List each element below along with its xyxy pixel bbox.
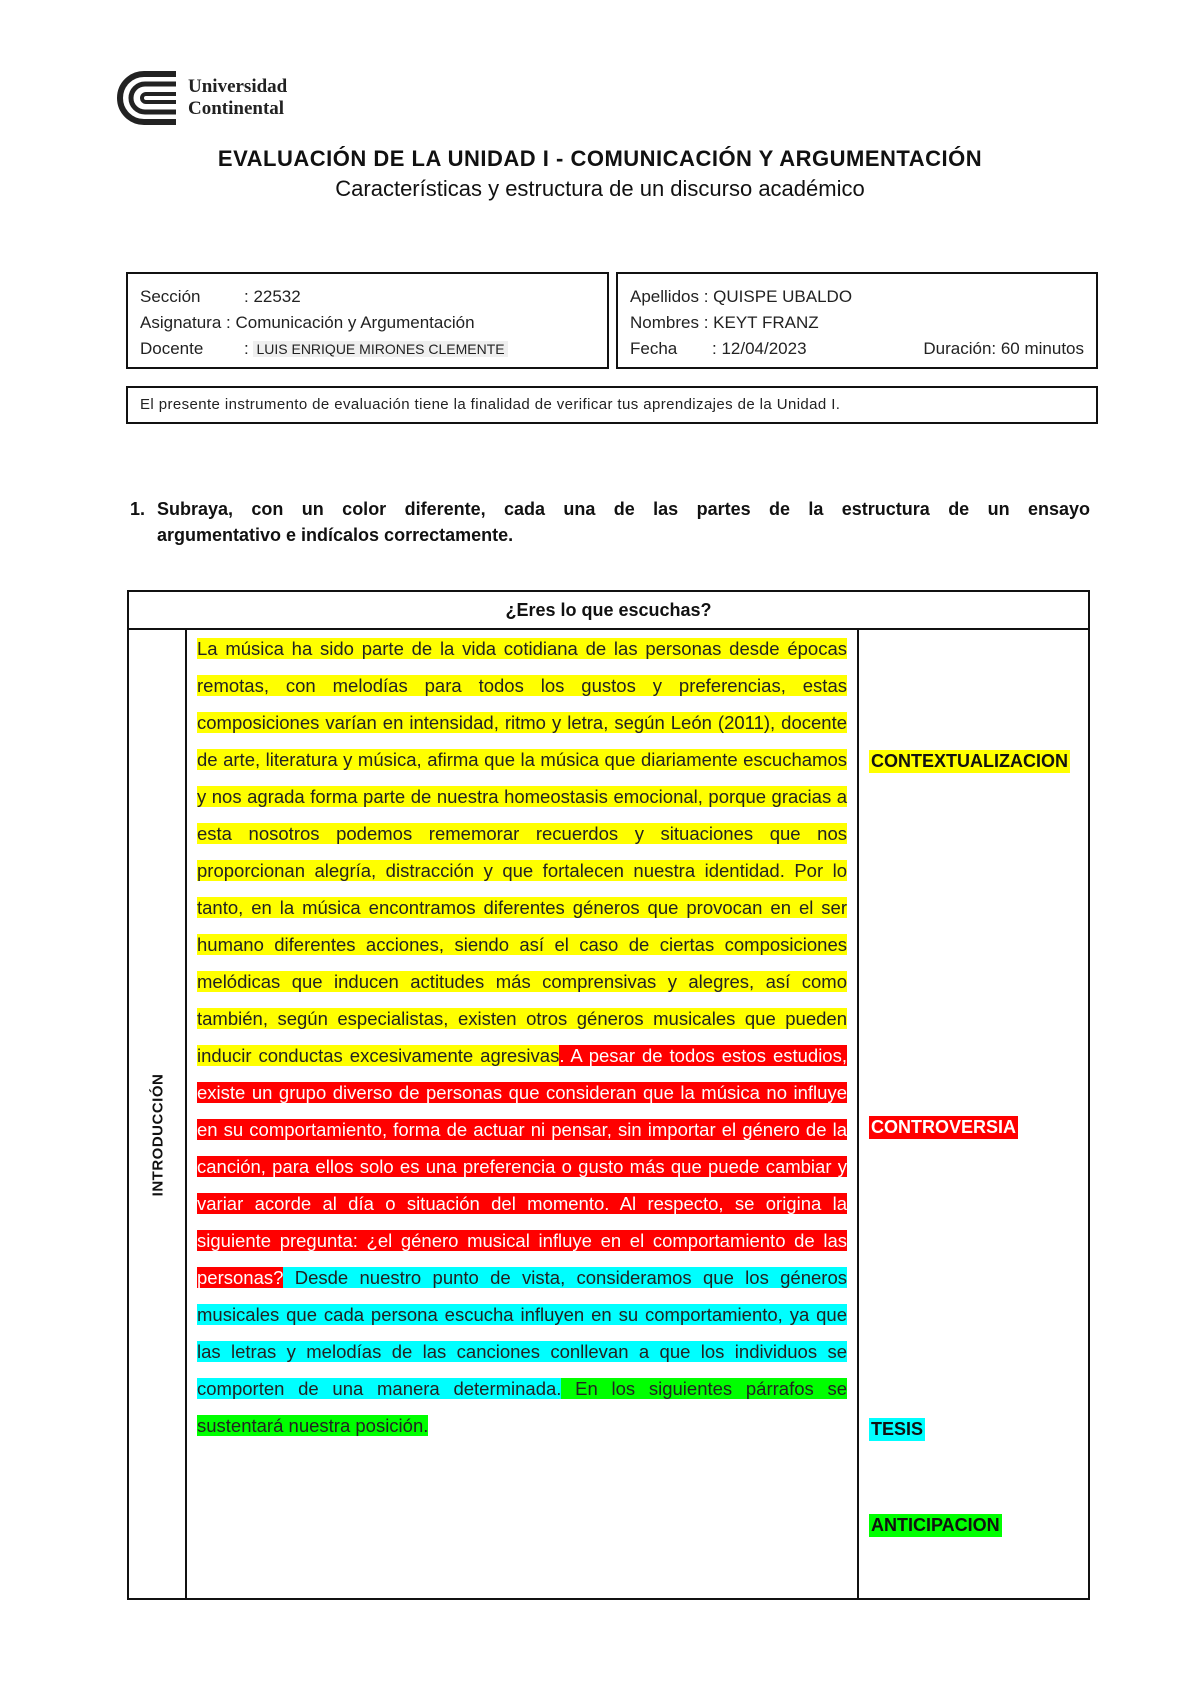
anticipacion-text: En los siguientes párrafos se sustentará nuestra posición. <box>197 1378 848 1436</box>
contextualizacion-text: La música ha sido parte de la vida cotidiana de las personas desde épocas remotas, con melodías para todos los gustos y preferencias, estas composiciones varían en intensidad, ritmo y letra, según León (2011), docente de arte, literatura y música, afirma que la música que diariamente escuchamos y nos agrada forma parte de nuestra homeostasis emocional, porque gracias a esta nosotros podemos rememorar recuerdos y situaciones que nos proporcionan alegría, distracción y que fortalecen nuestra identidad. Por lo tanto, en la música encontramos diferentes géneros que provocan en el ser humano diferentes acciones, siendo así el caso de ciertas composiciones melódicas que inducen actitudes más comprensivas y alegres, así como también, según especialistas, existen otros géneros musicales que pueden inducir conductas excesivamente agresivas <box>197 638 847 1066</box>
nombres-value: : KEYT FRANZ <box>703 313 819 332</box>
student-info-box <box>616 272 1098 369</box>
asignatura-row <box>140 310 595 336</box>
logo-line-2: Continental <box>188 98 285 119</box>
asignatura-label: Asignatura <box>140 313 222 332</box>
seccion-label: Sección <box>140 287 201 306</box>
seccion-row <box>140 284 595 310</box>
apellidos-label: Apellidos <box>630 287 699 306</box>
section-label-introduccion: INTRODUCCIÓN <box>149 1073 167 1197</box>
question-text-1: Subraya, con un color diferente, cada una de las partes de la estructura de un ensayo <box>157 499 1090 519</box>
nombres-row <box>630 310 1084 336</box>
asignatura-value: : Comunicación y Argumentación <box>226 313 475 332</box>
controversia-text: . A pesar de todos estos estudios, existe un grupo diverso de personas que consideran que la música no influye en su comportamiento, forma de actuar ni pensar, sin importar el género de la canción, para ellos solo es una preferencia o gusto más que puede cambiar y variar acorde al día o situación del momento. Al respecto, se origina la siguiente pregunta: ¿el género musical influye en el comportamiento de las personas? <box>197 1045 847 1288</box>
docente-value: LUIS ENRIQUE MIRONES CLEMENTE <box>253 341 507 357</box>
essay-table <box>127 590 1090 1600</box>
nombres-label: Nombres <box>630 313 699 332</box>
structure-labels-column <box>857 630 1088 1598</box>
docente-label: Docente <box>140 339 204 358</box>
question-line-1 <box>130 496 1090 522</box>
tesis-text: Desde nuestro punto de vista, consideramos que los géneros musicales que cada persona escucha influyen en su comportamiento, ya que las letras y melodías de las canciones conllevan a que los individuos se comporten de una manera determinada. <box>197 1267 847 1399</box>
label-contextualizacion: CONTEXTUALIZACION <box>871 751 1068 771</box>
docente-row <box>140 336 595 362</box>
apellidos-row <box>630 284 1084 310</box>
question-1 <box>130 496 1090 548</box>
label-anticipacion: ANTICIPACION <box>871 1515 1000 1535</box>
logo-text <box>188 76 287 120</box>
fecha-row <box>630 336 1084 362</box>
essay-paragraph <box>197 630 847 1444</box>
seccion-value: : 22532 <box>244 287 301 306</box>
university-logo <box>114 70 287 126</box>
question-number: 1. <box>130 499 146 519</box>
section-column <box>129 630 187 1598</box>
page-title: EVALUACIÓN DE LA UNIDAD I - COMUNICACIÓN Y ARGUMENTACIÓN <box>217 146 983 171</box>
university-logo-icon <box>114 70 180 126</box>
apellidos-value: : QUISPE UBALDO <box>703 287 853 306</box>
duracion: Duración: 60 minutos <box>923 339 1084 358</box>
question-text-2: argumentativo e indícalos correctamente. <box>157 525 514 545</box>
fecha-label: Fecha <box>630 339 678 358</box>
logo-line-1: Universidad <box>188 76 288 97</box>
fecha-value: : 12/04/2023 <box>712 339 807 358</box>
course-info-box <box>126 272 609 369</box>
label-tesis: TESIS <box>871 1419 924 1439</box>
purpose-box: El presente instrumento de evaluación tiene la finalidad de verificar tus aprendizajes de la Unidad I. <box>126 386 1098 424</box>
label-controversia: CONTROVERSIA <box>871 1117 1017 1137</box>
docente-sep: : <box>244 339 249 358</box>
essay-title: ¿Eres lo que escuchas? <box>129 592 1088 630</box>
page-subtitle: Características y estructura de un discurso académico <box>335 176 865 201</box>
